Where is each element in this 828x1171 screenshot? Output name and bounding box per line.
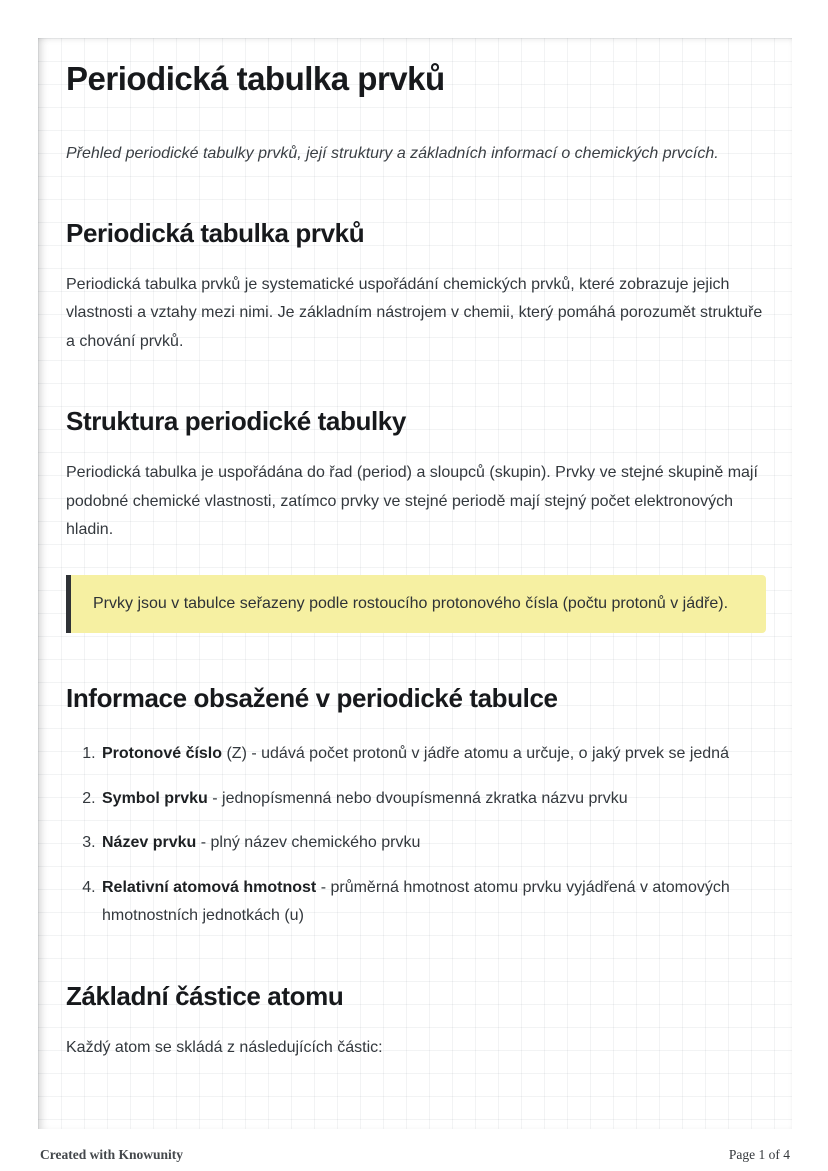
list-item-description: - plný název chemického prvku bbox=[196, 834, 421, 852]
list-item-description: (Z) - udává počet protonů v jádře atomu a určuje, o jaký prvek se jedná bbox=[222, 745, 729, 763]
section-intro-paragraph: Periodická tabulka prvků je systematické uspořádání chemických prvků, které zobrazuje jejich vlastnosti a vztahy mezi nimi. Je základním nástrojem v chemii, který pomáhá porozumět struktuře a chování prvků. bbox=[66, 276, 763, 350]
highlight-callout bbox=[66, 575, 766, 633]
list-item bbox=[100, 785, 756, 813]
section-heading-structure: Struktura periodické tabulky bbox=[66, 406, 406, 437]
section-heading-particles: Základní částice atomu bbox=[66, 980, 344, 1011]
list-item-term: Relativní atomová hmotnost bbox=[102, 878, 317, 896]
document-subtitle: Přehled periodické tabulky prvků, její struktury a základních informací o chemických prvcích. bbox=[66, 145, 719, 162]
info-ordered-list bbox=[66, 740, 756, 930]
list-item bbox=[100, 874, 756, 931]
list-item-description: - jednopísmenná nebo dvoupísmenná zkratka názvu prvku bbox=[207, 789, 628, 807]
list-item-description: - průměrná hmotnost atomu prvku vyjádřená v atomových hmotnostních jednotkách (u) bbox=[102, 878, 730, 925]
section-particles-paragraph: Každý atom se skládá z následujících částic: bbox=[66, 1038, 383, 1056]
page-footer bbox=[40, 1147, 790, 1163]
section-structure-paragraph: Periodická tabulka je uspořádána do řad (period) a sloupců (skupin). Prvky ve stejné skupině mají podobné chemické vlastnosti, zatímco prvky ve stejné periodě mají stejný počet elektronových hladin. bbox=[66, 464, 758, 539]
list-item bbox=[100, 740, 756, 768]
list-item bbox=[100, 829, 756, 857]
paper-sheet bbox=[38, 38, 792, 1129]
footer-brand-text: Created with Knowunity bbox=[40, 1147, 184, 1162]
section-heading-intro: Periodická tabulka prvků bbox=[66, 218, 365, 248]
section-heading-info: Informace obsažené v periodické tabulce bbox=[66, 683, 558, 714]
footer-page-number: Page 1 of 4 bbox=[728, 1147, 790, 1162]
list-item-term: Název prvku bbox=[102, 834, 197, 852]
highlight-callout-text: Prvky jsou v tabulce seřazeny podle rostoucího protonového čísla (počtu protonů v jádře). bbox=[93, 594, 729, 612]
list-item-term: Symbol prvku bbox=[102, 789, 208, 807]
list-item-term: Protonové číslo bbox=[102, 745, 223, 763]
document-title: Periodická tabulka prvků bbox=[66, 60, 445, 97]
